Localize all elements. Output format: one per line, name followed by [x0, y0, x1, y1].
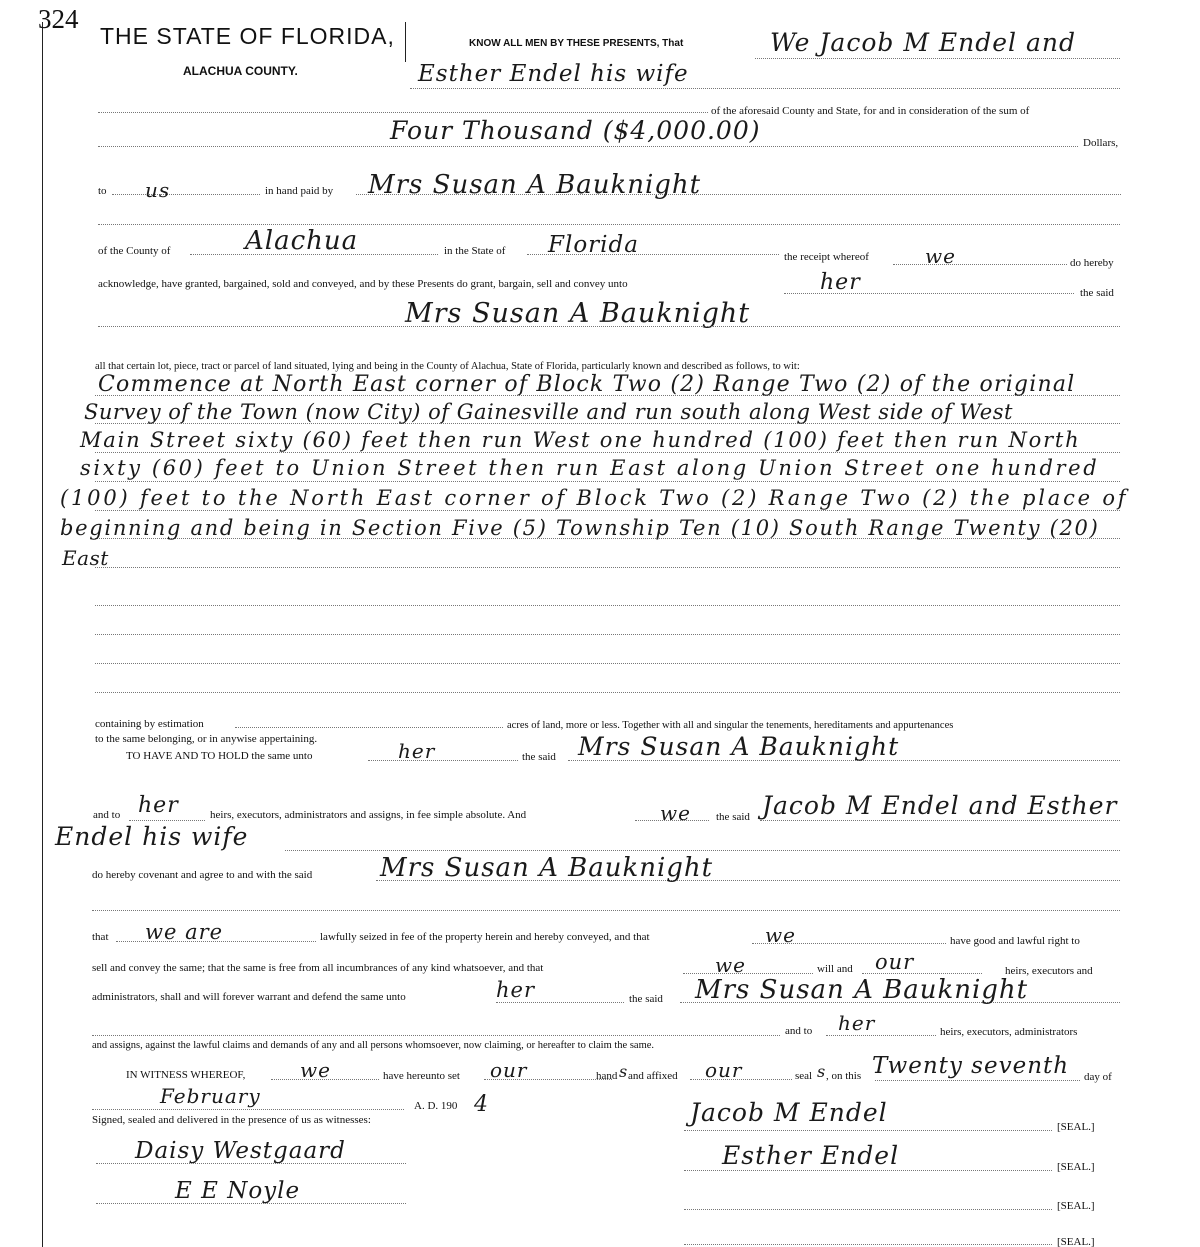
covenant-text: do hereby covenant and agree to and with the said	[92, 869, 313, 881]
witness-signature-2: E E Noyle	[175, 1178, 301, 1204]
dollars-label: Dollars,	[1083, 137, 1119, 149]
rule	[95, 634, 1120, 635]
signed-sealed-text: Signed, sealed and delivered in the presence of us as witnesses:	[92, 1114, 371, 1126]
rule	[92, 910, 1120, 911]
rule	[684, 1130, 1052, 1131]
grantor-names-handwriting-1: Jacob M Endel and Esther	[762, 791, 1118, 820]
grantor-names-handwriting-2: Endel his wife	[55, 822, 249, 851]
deed-state-title: THE STATE OF FLORIDA,	[100, 23, 395, 49]
to-have-label: TO HAVE AND TO HOLD the same unto	[126, 750, 313, 762]
aforesaid-text: of the aforesaid County and State, for and in consideration of the sum of	[711, 105, 1030, 117]
seal-label-3: [SEAL.]	[1057, 1200, 1095, 1212]
rule	[98, 112, 708, 113]
seal-label: seal	[795, 1070, 813, 1082]
seal-label-2: [SEAL.]	[1057, 1161, 1095, 1173]
know-all-men: KNOW ALL MEN BY THESE PRESENTS, That	[469, 38, 684, 49]
to-handwriting: us	[145, 178, 171, 202]
rule	[684, 1209, 1052, 1210]
description-line-1: Commence at North East corner of Block Two (2) Range Two (2) of the original	[98, 372, 1076, 397]
land-intro: all that certain lot, piece, tract or parcel of land situated, lying and being in the County of Alachua, State of Florida, particularly known and described as follows, to wit:	[95, 361, 800, 372]
grantee-name-handwriting: Mrs Susan A Bauknight	[405, 298, 751, 329]
heirs-exec-text: heirs, executors and	[1005, 965, 1093, 977]
and-value-handwriting: we	[660, 801, 691, 825]
description-line-3: Main Street sixty (60) feet then run West one hundred (100) feet then run North	[80, 428, 1081, 452]
rule	[684, 1170, 1052, 1171]
convey-unto-handwriting: her	[820, 270, 861, 295]
set-handwriting: our	[490, 1058, 528, 1082]
have-name-handwriting: Mrs Susan A Bauknight	[578, 732, 900, 761]
good-right-text: have good and lawful right to	[950, 935, 1080, 947]
rule	[98, 326, 1120, 327]
state-handwriting: Florida	[548, 232, 639, 258]
heirs-of-handwriting: her	[138, 793, 179, 818]
seized-handwriting: we	[765, 923, 796, 947]
rule	[684, 1244, 1052, 1245]
rule	[893, 264, 1067, 265]
admin-name-handwriting: Mrs Susan A Bauknight	[695, 975, 1029, 1005]
and-to-handwriting: her	[838, 1011, 876, 1035]
have-unto-handwriting: her	[398, 739, 436, 763]
covenant-name-handwriting: Mrs Susan A Bauknight	[380, 853, 714, 883]
sell-text: sell and convey the same; that the same is free from all incumbrances of any kind whatsoever, and that	[92, 962, 544, 974]
rule	[496, 1002, 624, 1003]
acknowledge-text: acknowledge, have granted, bargained, sold and conveyed, and by these Presents do grant, bargain, sell and convey unto	[98, 278, 628, 290]
description-line-2: Survey of the Town (now City) of Gainesville and run south along West side of West	[84, 400, 1013, 424]
seized-text: lawfully seized in fee of the property herein and hereby conveyed, and that	[320, 931, 650, 943]
rule	[683, 973, 813, 974]
rule	[285, 850, 1120, 851]
admin-handwriting: her	[496, 978, 535, 1002]
paid-by-handwriting: Mrs Susan A Bauknight	[368, 170, 702, 200]
rule	[96, 1203, 406, 1204]
belonging-text: to the same belonging, or in anywise appertaining.	[95, 733, 318, 745]
day-of-label: day of	[1084, 1071, 1112, 1083]
the-said-label: the said	[522, 751, 556, 763]
rule	[875, 1080, 1080, 1081]
rule	[760, 820, 1120, 821]
rule	[410, 88, 1120, 89]
rule	[96, 1163, 406, 1164]
heirs-admin-text: heirs, executors, administrators	[940, 1026, 1078, 1038]
witness-handwriting: we	[300, 1058, 331, 1082]
header-bracket	[405, 22, 406, 62]
rule	[826, 1035, 936, 1036]
month-handwriting: February	[160, 1084, 261, 1108]
containing-label: containing by estimation	[95, 718, 204, 730]
rule	[129, 820, 205, 821]
affixed-handwriting: our	[705, 1058, 743, 1082]
rule	[98, 146, 1078, 147]
seal-label-1: [SEAL.]	[1057, 1121, 1095, 1133]
rule	[92, 1035, 780, 1036]
page-number: 324	[38, 4, 79, 34]
description-line-7: East	[62, 546, 109, 570]
amount-handwriting: Four Thousand ($4,000.00)	[390, 116, 761, 145]
description-line-5: (100) feet to the North East corner of Block Two (2) Range Two (2) the place of	[60, 486, 1129, 510]
description-line-4: sixty (60) feet to Union Street then run East along Union Street one hundred	[80, 456, 1100, 480]
assigns-text: and assigns, against the lawful claims and demands of any and all persons whomsoever, now claiming, or hereafter to claim the same.	[92, 1040, 655, 1051]
in-state-of: in the State of	[444, 245, 506, 257]
receipt-handwriting: we	[925, 244, 956, 268]
anno-domini: A. D. 190	[414, 1100, 458, 1112]
on-this-label: , on this	[826, 1070, 862, 1082]
will-handwriting: our	[875, 950, 915, 974]
rule	[112, 194, 260, 195]
and-to-label: and to	[93, 809, 121, 821]
rule	[95, 663, 1120, 664]
that-label: that	[92, 931, 109, 943]
rule	[95, 567, 1120, 568]
day-handwriting: Twenty seventh	[872, 1053, 1070, 1079]
hand-suffix: s	[619, 1062, 629, 1081]
rule	[95, 692, 1120, 693]
grantor-signature-2: Esther Endel	[722, 1141, 900, 1170]
rule	[755, 58, 1120, 59]
county-heading: ALACHUA COUNTY.	[183, 64, 298, 78]
rule	[95, 510, 1120, 511]
that-handwriting: we are	[145, 920, 224, 944]
rule	[95, 452, 1120, 453]
receipt-whereof: the receipt whereof	[784, 251, 869, 263]
the-said-label-2: the said	[716, 811, 750, 823]
description-line-6: beginning and being in Section Five (5) Township Ten (10) South Range Twenty (20)	[60, 516, 1100, 540]
rule	[235, 727, 503, 728]
year-digit-handwriting: 4	[474, 1092, 489, 1117]
hereunto-set: have hereunto set	[383, 1070, 460, 1082]
rule	[95, 605, 1120, 606]
affixed-label: and affixed	[628, 1070, 678, 1082]
do-hereby: do hereby	[1070, 257, 1114, 269]
will-and-label: will and	[817, 963, 853, 975]
grantor-handwriting-1: We Jacob M Endel and	[770, 28, 1076, 57]
rule	[95, 481, 1120, 482]
hand-label: hand	[596, 1070, 618, 1082]
of-county-label: of the County of	[98, 245, 171, 257]
page-left-edge	[42, 22, 43, 1247]
acres-text: acres of land, more or less. Together with all and singular the tenements, hereditaments and appurtenances	[507, 720, 954, 731]
in-witness-label: IN WITNESS WHEREOF,	[126, 1069, 246, 1081]
admin-text: administrators, shall and will forever warrant and defend the same unto	[92, 991, 406, 1003]
in-hand-paid: in hand paid by	[265, 185, 334, 197]
seal-label-4: [SEAL.]	[1057, 1236, 1095, 1247]
the-said-label-3: the said	[629, 993, 663, 1005]
sell-handwriting: we	[715, 953, 746, 977]
to-label: to	[98, 185, 107, 197]
rule	[92, 1109, 404, 1110]
and-to-label-2: and to	[785, 1025, 813, 1037]
the-said-label: the said	[1080, 287, 1114, 299]
heirs-text: heirs, executors, administrators and assigns, in fee simple absolute. And	[210, 809, 527, 821]
rule	[368, 760, 518, 761]
grantor-signature-1: Jacob M Endel	[690, 1098, 888, 1127]
seal-suffix: s	[817, 1062, 827, 1081]
grantor-handwriting-2: Esther Endel his wife	[418, 61, 689, 87]
rule	[98, 224, 1120, 225]
witness-signature-1: Daisy Westgaard	[135, 1138, 346, 1164]
county-handwriting: Alachua	[245, 226, 359, 256]
